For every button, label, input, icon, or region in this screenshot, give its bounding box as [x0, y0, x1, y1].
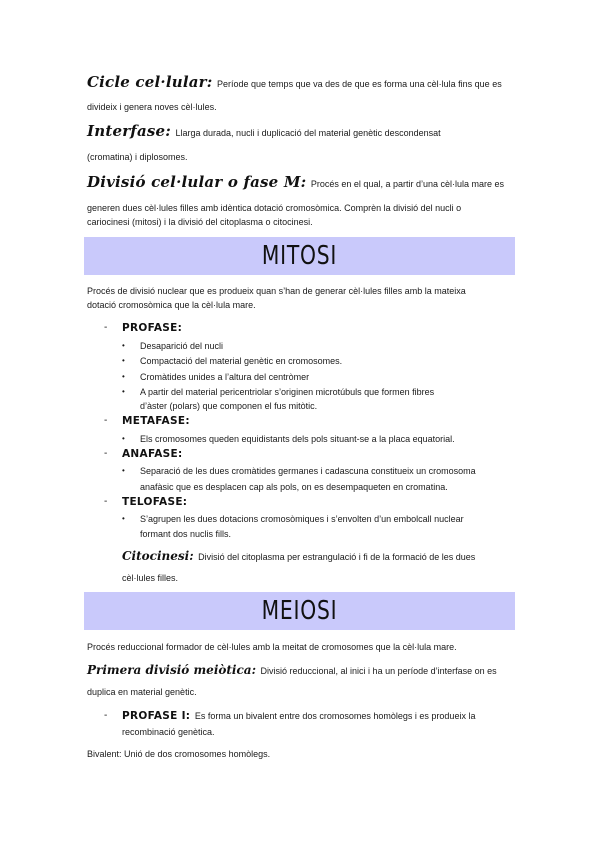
- metafase-bullet-1: •: [122, 434, 125, 443]
- telofase-item-1b: formant dos nuclis fills.: [140, 529, 232, 539]
- anafase-label: ANAFASE:: [122, 448, 183, 460]
- anafase-dash: -: [104, 448, 108, 459]
- profase-dash: -: [104, 322, 108, 333]
- cicle-text-2: divideix i genera noves cèl·lules.: [87, 102, 217, 112]
- profase1-dash: -: [104, 710, 108, 721]
- citocinesi-heading: Citocinesi:: [122, 549, 194, 563]
- metafase-item-1: Els cromosomes queden equidistants dels pols situant-se a la placa equatorial.: [140, 434, 455, 444]
- profase-item-3: Cromàtides unides a l’altura del centròmer: [140, 372, 310, 382]
- telofase-item-1a: S’agrupen les dues dotacions cromosòmiques i s’envolten d’un embolcall nuclear: [140, 514, 464, 524]
- interfase-line1: [87, 122, 441, 140]
- profase-item-1: Desaparició del nucli: [140, 341, 224, 351]
- profase1-text-2: recombinació genètica.: [122, 727, 215, 737]
- metafase-label: METAFASE:: [122, 415, 190, 427]
- telofase-dash: -: [104, 496, 108, 507]
- cicle-heading: Cicle cel·lular:: [87, 73, 213, 91]
- profase-bullet-1: •: [122, 341, 125, 350]
- profase-item-2: Compactació del material genètic en cromosomes.: [140, 356, 343, 366]
- citocinesi-line1: [122, 550, 475, 563]
- profase1-label: PROFASE I:: [122, 710, 191, 722]
- anafase-item-1a: Separació de les dues cromàtides germanes i cadascuna constitueix un cromosoma: [140, 466, 476, 476]
- profase-bullet-2: •: [122, 356, 125, 365]
- meiosi-title-band: [84, 592, 515, 630]
- primera-text-1: Divisió reduccional, al inici i ha un període d’interfase on es: [260, 666, 497, 676]
- interfase-text-1: Llarga durada, nucli i duplicació del material genètic descondensat: [175, 128, 441, 138]
- telofase-label: TELOFASE:: [122, 496, 188, 508]
- divisio-text-2: generen dues cèl·lules filles amb idèntica dotació cromosòmica. Comprèn la divisió del nucli o: [87, 203, 462, 213]
- mitosi-intro-2: dotació cromosòmica que la cèl·lula mare.: [87, 300, 256, 310]
- meiosi-intro: Procés reduccional formador de cèl·lules amb la meitat de cromosomes que la cèl·lula mare.: [87, 642, 457, 652]
- primera-text-2: duplica en material genètic.: [87, 687, 197, 697]
- profase1-text-1: Es forma un bivalent entre dos cromosomes homòlegs i es produeix la: [194, 711, 476, 721]
- meiosi-title: MEIOSI: [261, 596, 338, 626]
- profase-bullet-4: •: [122, 387, 125, 396]
- profase-bullet-3: •: [122, 372, 125, 381]
- bivalent-definition: Bivalent: Unió de dos cromosomes homòlegs.: [87, 749, 271, 759]
- telofase-bullet-1: •: [122, 514, 125, 523]
- primera-line1: [87, 664, 497, 677]
- metafase-dash: -: [104, 415, 108, 426]
- cicle-line1: [87, 73, 502, 91]
- citocinesi-text-1: Divisió del citoplasma per estrangulació i fi de la formació de les dues: [198, 552, 476, 562]
- divisio-text-3: cariocinesi (mitosi) i la divisió del citoplasma o citocinesi.: [87, 217, 313, 227]
- anafase-item-1b: anafàsic que es desplacen cap als pols, on es desempaqueten en cromatina.: [140, 482, 448, 492]
- mitosi-title-band: [84, 237, 515, 275]
- profase-item-4a: A partir del material pericentriolar s’originen microtúbuls que formen fibres: [140, 387, 435, 397]
- citocinesi-text-2: cèl·lules filles.: [122, 573, 179, 583]
- cicle-text-1: Període que temps que va des de que es forma una cèl·lula fins que es: [217, 79, 502, 89]
- interfase-heading: Interfase:: [87, 122, 171, 140]
- primera-heading: Primera divisió meiòtica:: [87, 663, 256, 677]
- mitosi-title: MITOSI: [261, 241, 338, 271]
- divisio-text-1: Procés en el qual, a partir d’una cèl·lula mare es: [310, 179, 505, 189]
- divisio-line1: [87, 173, 505, 191]
- profase-label: PROFASE:: [122, 322, 183, 334]
- mitosi-intro-1: Procés de divisió nuclear que es produeix quan s’han de generar cèl·lules filles amb la mateixa: [87, 286, 466, 296]
- divisio-heading: Divisió cel·lular o fase M:: [87, 173, 307, 191]
- interfase-text-2: (cromatina) i diplosomes.: [87, 152, 188, 162]
- profase1-line1: [122, 710, 475, 722]
- anafase-bullet-1: •: [122, 466, 125, 475]
- profase-item-4b: d’àster (polars) que componen el fus mitòtic.: [140, 401, 318, 411]
